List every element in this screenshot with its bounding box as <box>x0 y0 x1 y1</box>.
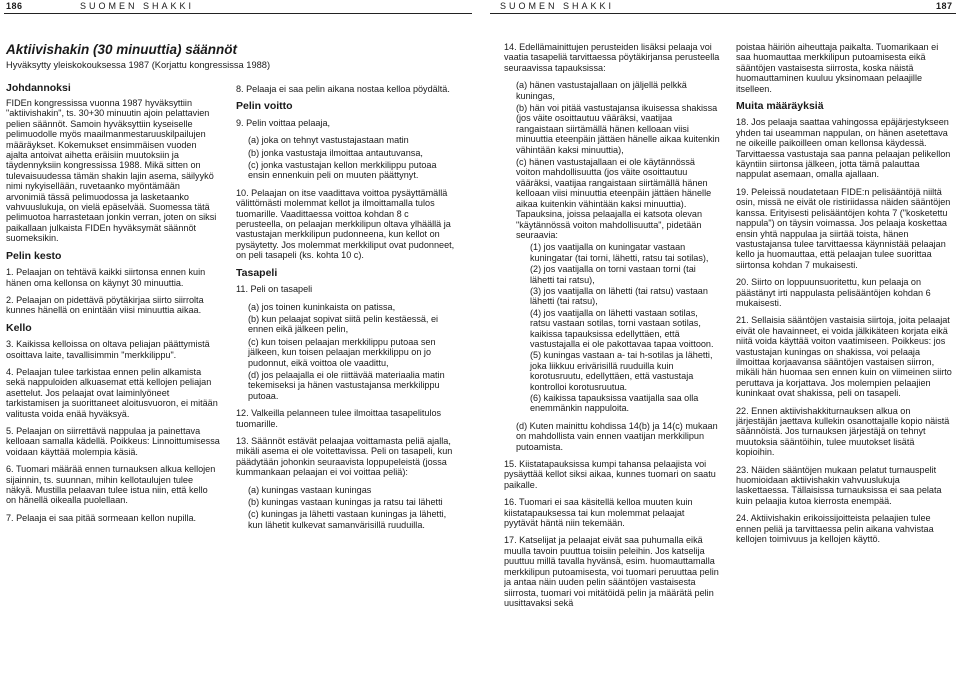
rule-17: 17. Katselijat ja pelaajat eivät saa puhumalla eikä muulla tavoin puuttua toisiin peleihin. Jos katselija puuttuu millä tavalla hyvänsä, esim. huomauttamalla merkkilipun putoamisesta, voi tuomari peruuttaa pelin ja antaa näin uuden pelin sääntöjen vastaisesta siirrosta, tuomari voi mitätöidä pelin ja määrätä pelin uusittavaksi sekä <box>504 535 719 608</box>
rule-15: 15. Kiistatapauksissa kumpi tahansa pelaajista voi pysäyttää kellot siksi aikaa, kunnes tuomari on saatu paikalle. <box>504 459 716 490</box>
rule-5: 5. Pelaajan on siirrettävä nappulaa ja painettava kelloaan samalla kädellä. Poikkeus: Linnoittumisessa voidaan käyttää molempia käsiä. <box>6 425 220 457</box>
rule-16: 16. Tuomari ei saa käsitellä kelloa muuten kuin kiistatapauksessa tai kun molemmat pelaajat pyytävät häntä niin tekemään. <box>504 497 693 529</box>
rule-24: 24. Aktiivishakin erikoissijoitteista pelaajien tulee ennen peliä ja tarvittaessa pelin aikana vahvistaa kellojen toimivuus ja kellojen käyttö. <box>736 513 934 545</box>
rule-11-item: (d) jos pelaajalla ei ole riittävää materiaalia matin tekemiseksi ja hänen vastustajansa merkkilippu putoaa. <box>248 369 445 401</box>
rule-11-item: (a) jos toinen kuninkaista on patissa, <box>248 301 396 312</box>
rule-14-item: (a) hänen vastustajallaan on jäljellä pelkkä kuningas, <box>516 80 687 101</box>
rule-14-subitem: (3) jos vaatijalla on lähetti (tai ratsu) vastaan lähetti (tai ratsu), <box>530 285 708 307</box>
column-1 <box>6 98 220 683</box>
rule-17-continued: poistaa häiriön aiheuttaja paikalta. Tuomarikaan ei saa huomauttaa merkkilipun putoamisesta eikä sääntöjen vastaisesta siirrosta, koska näistä huomauttaminen kuuluu yksinomaan pelaajille itselleen. <box>736 42 939 94</box>
rule-9-item: (b) jonka vastustaja ilmoittaa antautuvansa, <box>248 147 423 158</box>
rule-12: 12. Valkeilla pelanneen tulee ilmoittaa tasapelitulos tuomarille. <box>236 408 442 429</box>
rule-7: 7. Pelaaja ei saa pitää sormeaan kellon nupilla. <box>6 512 197 523</box>
header-rule-left <box>4 13 472 14</box>
rule-14-subitem: (5) kuningas vastaan a- tai h-sotilas ja lähetti, joka liikkuu erivärisillä ruuduilla kuin korotusruutu, edellyttäen, että vastustaja kontrolloi korotusruutua. <box>530 350 713 392</box>
rule-14-item: (b) hän voi pitää vastustajansa ikuisessa shakissa (jos väite osoittautuu vääräksi, vaatijaa rangaistaan siirtämällä hänen kelloaan viisi minuuttia eteenpäin jättäen hänelle aikaa kuitenkin vähintään kaksi minuuttia), <box>516 103 720 155</box>
rule-13-item: (c) kuningas ja lähetti vastaan kuningas ja lähetti, kun lähetit kulkevat samanvärisillä ruuduilla. <box>248 509 447 530</box>
rule-13-item: (a) kuningas vastaan kuningas <box>248 484 372 495</box>
rule-2: 2. Pelaajan on pidettävä pöytäkirjaa siirto siirrolta kunnes hänellä on enintään viisi minuuttia aikaa. <box>6 294 204 316</box>
rule-11-item: (b) kun pelaajat sopivat siitä pelin kestäessä, ei ennen eikä jälkeen pelin, <box>248 313 439 335</box>
column-3 <box>504 42 720 683</box>
rule-14: 14. Edellämainittujen perusteiden lisäksi pelaaja voi vaatia tasapeliä tarvittaessa pöytäkirjansa perusteella seuraavissa tapauksissa: <box>504 42 720 73</box>
rule-21: 21. Sellaisia sääntöjen vastaisia siirtoja, joita pelaajat eivät ole havainneet, ei voida jälkikäteen korjata eikä niitä voida käyttää voiton vaatimiseen. Poikkeus: jos vastustajan kuningas on shakissa, voi pelaaja ilmoittaa korjaavansa sääntöjen vastaisen siirron, mikäli hän huomaa sen ennen kuin on viimeinen siirto peruttava ja korjattava. Jos molempien pelaajien kuninkaat ovat shakissa, peli on tasapeli. <box>736 315 952 399</box>
article-subtitle: Hyväksytty yleiskokouksessa 1987 (Korjattu kongressissa 1988) <box>6 60 271 70</box>
rule-9-item: (c) jonka vastustajan kellon merkkilippu putoaa ensin ennenkuin peli on muuten päättynyt. <box>248 160 437 181</box>
heading-pelin-kesto: Pelin kesto <box>6 249 62 262</box>
rule-10: 10. Pelaajan on itse vaadittava voittoa pysäyttämällä välittömästi molemmat kellot ja ilmoittamalla tulos tuomarille. Vaadittaessa voittoa kohdan 8 c perusteella, on pelaajan merkkilipun oltava ylhäällä ja vastustajan merkkilipun pudonneena, kun kellot on pysäytetty. Jos molemmat merkkiliput ovat pudonneet, on peli tasapeli (ks. kohta 10 c). <box>236 187 455 261</box>
rule-8: 8. Pelaaja ei saa pelin aikana nostaa kelloa pöydältä. <box>236 84 450 94</box>
rule-9: 9. Pelin voittaa pelaaja, <box>236 117 331 128</box>
rule-22: 22. Ennen aktiivishakkiturnauksen alkua on järjestäjän jaettava kullekin osanottajalle kopio näistä säännöistä. Jos turnauksen järjestäjä on tehnyt muutoksia sääntöihin, tulee muutokset lisätä kopioihin. <box>736 405 950 458</box>
rule-14-subitem: (4) jos vaatijalla on lähetti vastaan sotilas, ratsu vastaan sotilas, torni vastaan sotilas, kaikissa tapauksissa edellyttäen, että vastustajalla ei ole pakottavaa tapaa voittoon. <box>530 307 714 349</box>
rule-14-item: (c) hänen vastustajallaan ei ole käytännössä voiton mahdollisuutta (jos väite osoittautuu vääräksi, vaatijaa rangaistaan siirtämällä hänen kelloaan viisi minuuttia eteenpäin jättäen hänelle aikaa kuitenkin vähintään kaksi minuuttia). Tapauksina, joissa pelaajalla ei katsota olevan "käytännössä voiton mahdollisuutta", pidetään seuraavia: <box>516 157 712 240</box>
rule-14-tail: (d) Kuten mainittu kohdissa 14(b) ja 14(c) mukaan on mahdollista vain ennen vaatijan merkkilipun putoamista. <box>516 420 718 452</box>
page-number-right: 187 <box>936 1 953 11</box>
rule-14-subitem: (6) kaikissa tapauksissa vaatijalla saa olla enemmänkin nappuloita. <box>530 393 699 414</box>
header-rule-right <box>490 13 956 14</box>
rule-19: 19. Peleissä noudatetaan FIDE:n pelisääntöjä niiltä osin, missä ne eivät ole ristiriidassa näiden sääntöjen kanssa. Erityisesti pelisääntöjen kohta 7 ("kosketettu nappula") on täysin voimassa. Jos pelaaja koskettaa ensin yhtä nappulaa ja siirtää toista, hänen vastustajansa tulee tarvittaessa käynnistää pelaajan kello ja huomauttaa, että pelaajan tulee suorittaa siirtonsa kohdan 7 mukaisesti. <box>736 186 951 270</box>
running-title-right: SUOMEN SHAKKI <box>500 1 615 11</box>
rule-13: 13. Säännöt estävät pelaajaa voittamasta peliä ajalla, mikäli asema ei ole voitettavissa. Peli on tasapeli, kun päädytään johonkin seuraavista loppupeleistä (jossa kummankaan pelaajan ei voi voittaa peliä): <box>236 435 453 478</box>
rule-23: 23. Näiden sääntöjen mukaan pelatut turnauspelit huomioidaan aktiivishakin vahvuuslukuja laskettaessa. Tällaisissa turnauksissa ei saa pelata kuin pelaajia kutoa kierrosta enempää. <box>736 464 942 506</box>
rule-11-item: (c) kun toisen pelaajan merkkilippu putoaa sen jälkeen, kun toisen pelaajan merkkilippu on jo pudonnut, eikä voittoa ole vaadittu, <box>248 336 436 368</box>
rule-6: 6. Tuomari määrää ennen turnauksen alkua kellojen sijainnin, ts. suunnan, mihin kellotaulujen tulee näkyä. Mustilla pelaavan tulee istua niin, että kello on hänellä oikealla puolellaan. <box>6 464 216 506</box>
page-number-left: 186 <box>6 1 23 11</box>
rule-1: 1. Pelaajan on tehtävä kaikki siirtonsa ennen kuin hänen oma kellonsa on käynyt 30 minuuttia. <box>6 267 206 288</box>
rule-11: 11. Peli on tasapeli <box>236 284 313 295</box>
article-title: Aktiivishakin (30 minuuttia) säännöt <box>6 42 238 57</box>
section-heading-johdannoksi: Johdannoksi <box>6 82 71 94</box>
running-title-left: SUOMEN SHAKKI <box>80 1 195 11</box>
rule-14-subitem: (2) jos vaatijalla on torni vastaan torni (tai lähetti tai ratsu), <box>530 264 696 285</box>
column-4 <box>736 42 954 683</box>
heading-kello: Kello <box>6 321 32 334</box>
rule-3: 3. Kaikissa kelloissa on oltava peliajan päättymistä osoittava laite, tavallisimmin "merkkilippu". <box>6 339 210 360</box>
heading-tasapeli: Tasapeli <box>236 266 278 279</box>
rule-18: 18. Jos pelaaja saattaa vahingossa epäjärjestykseen yhden tai useamman nappulan, on hänen asetettava ne oikeille paikoilleen oman kellonsa käydessä. Tarvittaessa vastustaja saa panna pelaajan pelikellon käyntiin siirtonsa jälkeen, jotta tämä palauttaa nappulat asemaan, omalla ajallaan. <box>736 117 951 180</box>
rule-9-item: (a) joka on tehnyt vastustajastaan matin <box>248 135 409 146</box>
heading-muita-maarayksia: Muita määräyksiä <box>736 100 824 113</box>
rule-13-item: (b) kuningas vastaan kuningas ja ratsu tai lähetti <box>248 497 443 507</box>
intro-paragraph: FIDEn kongressissa vuonna 1987 hyväksyttiin "aktiivishakin", ts. 30+30 minuutin ajoin pelattavien pelien säännöt. Samoin hyväksyttiin kyseiselle pelimuodolle myös maailmanmestaruuskilpailujen määräykset. Kokemukset ensimmäisen vuoden ajalta antoivat aihetta eräisiin muutoksiin ja täydennyksiin kongressissa 1988. Mikä sitten on tulevaisuudessa tämän shakin lajin asema, säilyykö nimi nykyisellään, ruvetaanko myöntämään arvonimiä tässä pelimuodossa ja lasketaanko vahvuuslukuja, on vielä epäselvää. Suomessa tätä pelimuotoa harrastetaan jonkin verran, joten on siksi paikallaan julkaista FIDEn hyväksymät säännöt suomeksikin. <box>6 98 217 244</box>
column-2 <box>236 84 458 683</box>
heading-pelin-voitto: Pelin voitto <box>236 100 293 113</box>
rule-20: 20. Siirto on loppuunsuoritettu, kun pelaaja on päästänyt irti nappulasta pelisääntöjen kohdan 6 mukaisesti. <box>736 277 931 308</box>
rule-14-subitem: (1) jos vaatijalla on kuningatar vastaan kuningatar (tai torni, lähetti, ratsu tai sotilas), <box>530 242 709 263</box>
rule-4: 4. Pelaajan tulee tarkistaa ennen pelin alkamista sekä nappuloiden alkuasemat että kellojen peliajan asettelut. Jos pelaajat ovat laiminlyöneet tarkistamisen ja suorittaneet aloitusvuoron, ei mitään valitusta voida enää hyväksyä. <box>6 366 218 419</box>
